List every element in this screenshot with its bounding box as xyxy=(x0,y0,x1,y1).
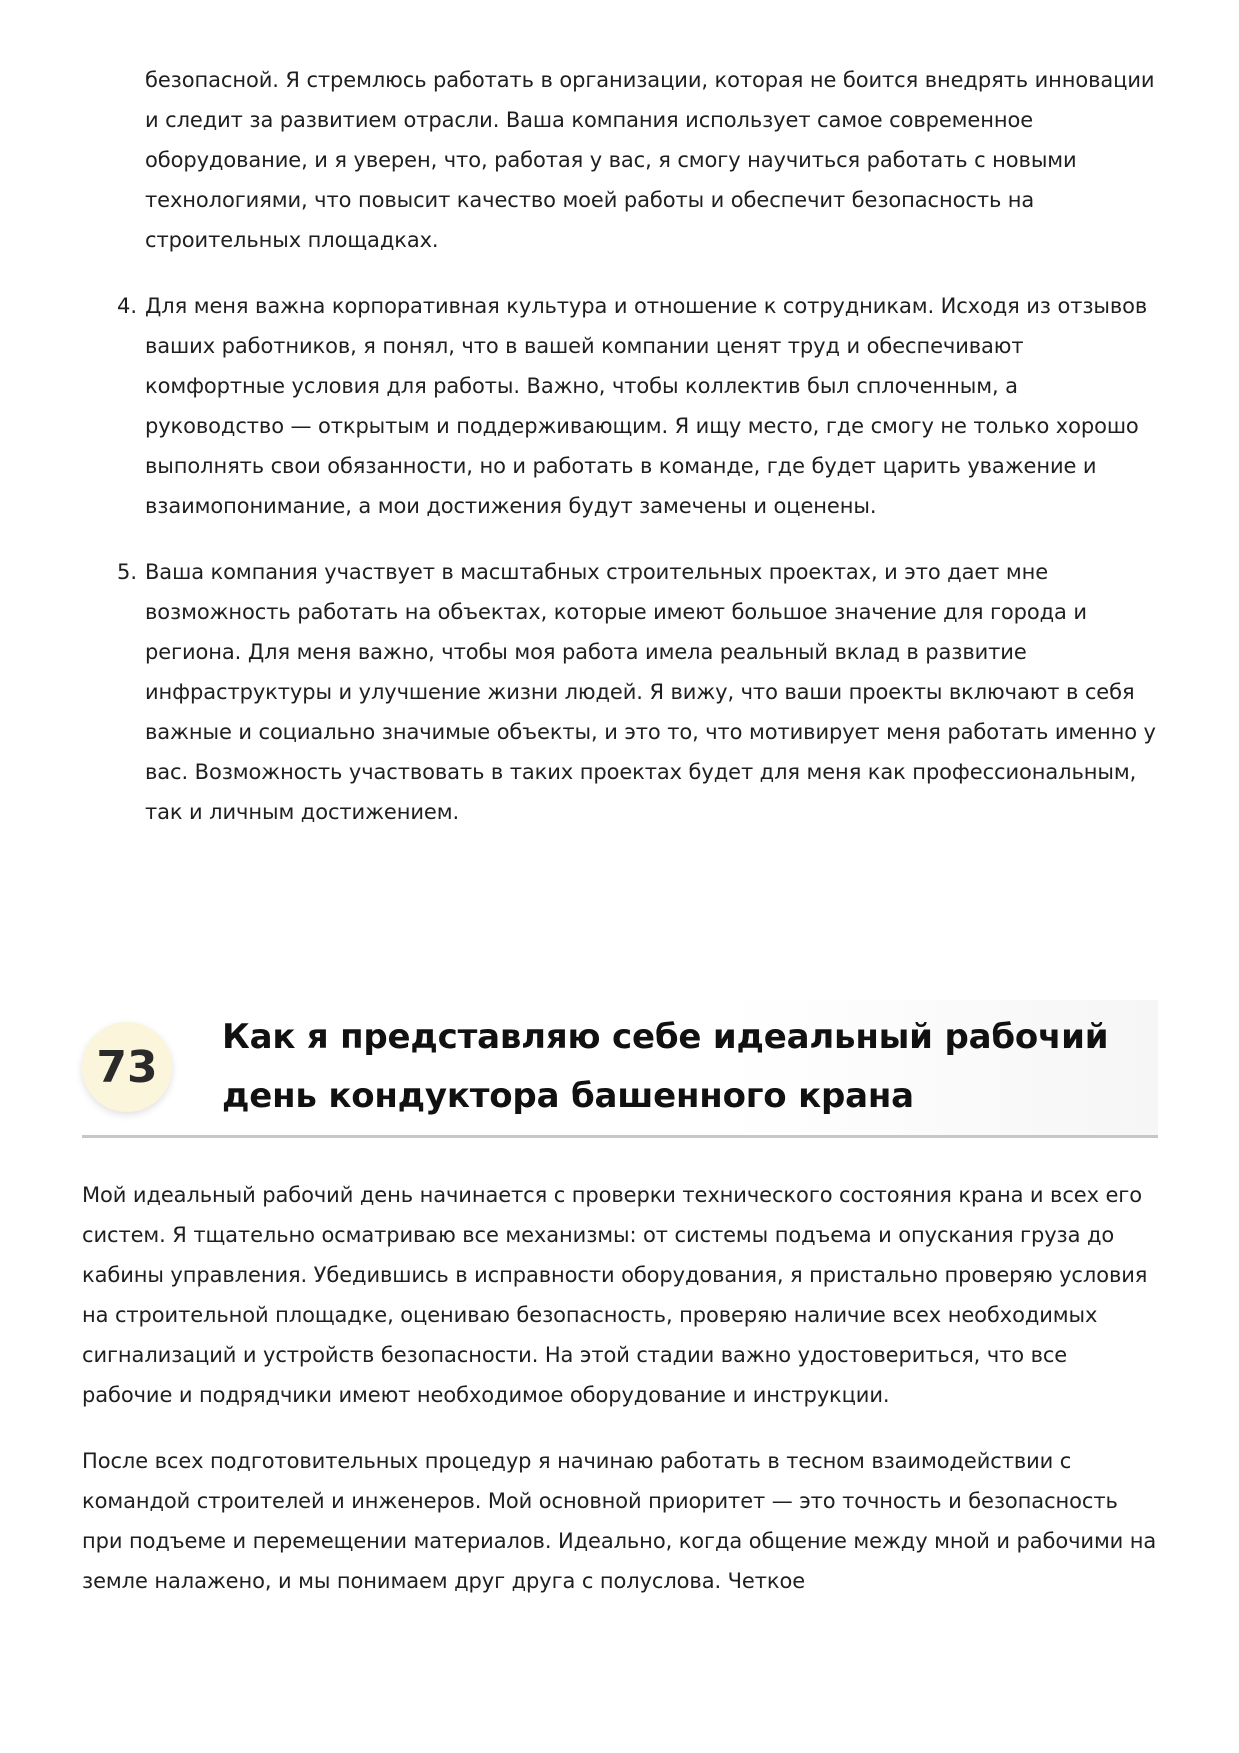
list-item-number: 4. xyxy=(117,294,138,318)
list-item xyxy=(117,60,1162,260)
section-header xyxy=(82,1000,1158,1138)
section-body xyxy=(82,1175,1162,1627)
numbered-list xyxy=(117,60,1162,858)
list-item xyxy=(117,286,1162,526)
list-item-text: Ваша компания участвует в масштабных строительных проектах, и это дает мне возможность работать на объектах, которые имеют большое значение для города и региона. Для меня важно, чтобы моя работа имела реальный вклад в развитие инфраструктуры и улучшение жизни людей. Я вижу, что ваши проекты включают в себя важные и социально значимые объекты, и это то, что мотивирует меня работать именно у вас. Возможность участвовать в таких проектах будет для меня как профессиональным, так и личным достижением. xyxy=(145,560,1156,824)
list-item-number: 5. xyxy=(117,560,138,584)
list-item-text: безопасной. Я стремлюсь работать в организации, которая не боится внедрять инновации и следит за развитием отрасли. Ваша компания использует самое современное оборудование, и я уверен, что, работая у вас, я смогу научиться работать с новыми технологиями, что повысит качество моей работы и обеспечит безопасность на строительных площадках. xyxy=(145,68,1155,252)
list-item xyxy=(117,552,1162,832)
section-title: Как я представляю себе идеальный рабочий день кондуктора башенного крана xyxy=(222,1017,1109,1116)
body-paragraph: После всех подготовительных процедур я начинаю работать в тесном взаимодействии с командой строителей и инженеров. Мой основной приоритет — это точность и безопасность при подъеме и перемещении материалов. Идеально, когда общение между мной и рабочими на земле налажено, и мы понимаем друг друга с полуслова. Четкое xyxy=(82,1449,1157,1593)
list-item-text: Для меня важна корпоративная культура и отношение к сотрудникам. Исходя из отзывов ваших работников, я понял, что в вашей компании ценят труд и обеспечивают комфортные условия для работы. Важно, чтобы коллектив был сплоченным, а руководство — открытым и поддерживающим. Я ищу место, где смогу не только хорошо выполнять свои обязанности, но и работать в команде, где будет царить уважение и взаимопонимание, а мои достижения будут замечены и оценены. xyxy=(145,294,1148,518)
body-paragraph: Мой идеальный рабочий день начинается с проверки технического состояния крана и всех его систем. Я тщательно осматриваю все механизмы: от системы подъема и опускания груза до кабины управления. Убедившись в исправности оборудования, я пристально проверяю условия на строительной площадке, оцениваю безопасность, проверяю наличие всех необходимых сигнализаций и устройств безопасности. На этой стадии важно удостовериться, что все рабочие и подрядчики имеют необходимое оборудование и инструкции. xyxy=(82,1183,1148,1407)
section-number-badge: 73 xyxy=(82,1022,172,1112)
